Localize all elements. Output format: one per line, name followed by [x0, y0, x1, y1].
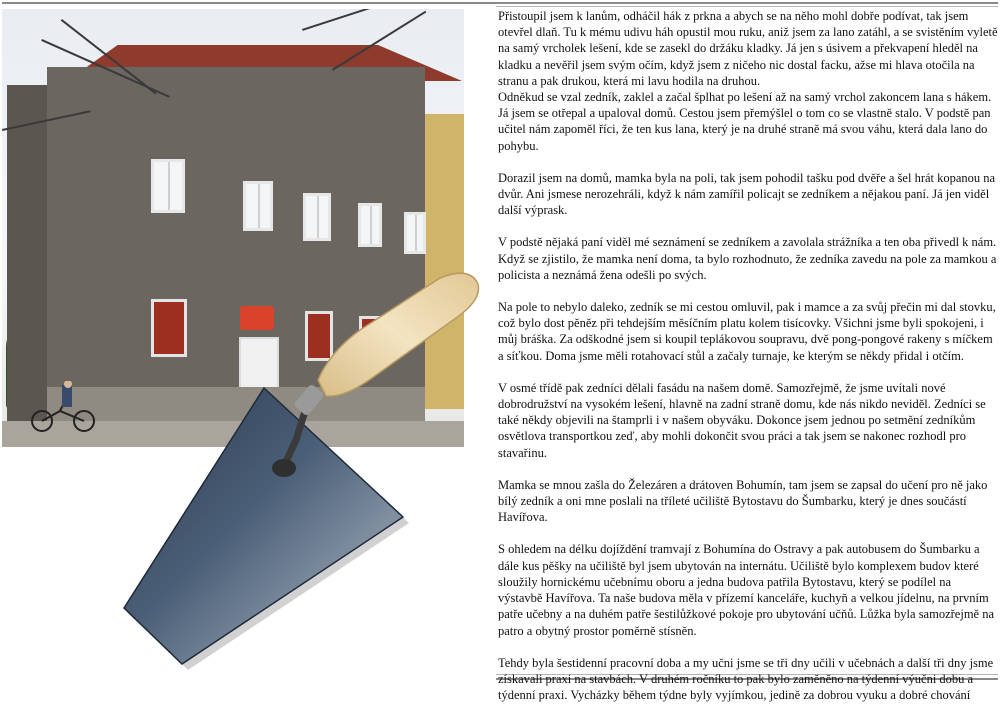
article-paragraph: V podstě nějaká paní viděl mé seznámení se zedníkem a zavolala strážníka a ten oba přivedl k nám. Když se zjistilo, že mamka není doma, ta bylo rozhodnuto, že zedníka zavedu na pole za mamkou a policista a neznámá žena odešli po svých.	[498, 235, 997, 282]
article-paragraph: Tehdy byla šestidenní pracovní doba a my učni jsme se tři dny učili v učebnách a další tři dny jsme získavali praxi na stavbách. V druhém ročníku to pak bylo zaměněno na týdenní výučni dobu a týdenní praxi. Vycházky během týdne byly vyjímkou, jedině za dobrou vyuku a dobré chování	[498, 655, 994, 703]
article-paragraph: V osmé třídě pak zedníci dělali fasádu na našem domě. Samozřejmě, že jsme uvítali nové dobrodružství na vysokém lešení, hlavně na zadní straně domu, kde nás nikdo neviděl. Zedníci se také někdy objevili na štamprli i v našem obyváku. Dokonce jsem jednou po setmění zedníkům osvětlova transportkou zeď, aby mohli dokončit svou práci a tak jsem se nakonec rozhodl pro stavařinu.	[498, 380, 986, 460]
article-paragraph: S ohledem na délku dojíždění tramvají z Bohumína do Ostravy a pak autobusem do Šumbarku a dále kus pěšky na učiliště byl jsem ubytován na internátu. Učiliště bylo komplexem budov které sloužily hornickému učebnímu oboru a jedna budova patřila Bytostavu, který se podílel na výstavbě Havířova. Ta naše budova měla v přízemí kanceláře, kuchyň a velkou jídelnu, na prvním patře učebny a na duhém patře šestilůžkové pokoje pro ubytování učňů. Lůžka byla samozřejmě na patro a obytný prostor poměrně stísněn.	[498, 542, 995, 638]
article-paragraph: Na pole to nebylo daleko, zedník se mi cestou omluvil, pak i mamce a za svůj přečin mi dal stovku, což bylo dost pěněz při tehdejším měsíčním platu kolem tisícovky. Všichni jsme byli spokojeni, i můj bráška. Za odškodné jsem si koupil teplákovou soupravu, dvě pong-pongové rakeny s míčkem a síťkou. Doma jsme měli rotahovací stůl a začaly turnaje, ke kterým se někdy přidal i otčím.	[498, 300, 996, 363]
trowel-illustration	[0, 0, 495, 684]
trowel-handle	[318, 273, 479, 396]
trowel-blade	[124, 388, 403, 664]
article-body	[498, 8, 998, 719]
article-paragraph: Mamka se mnou zašla do Železáren a drátoven Bohumín, tam jsem se zapsal do učení pro ně jako bílý zedník a oni mne poslali na tříleté učiliště Bytostavu do Šumbarku, který je dnes součástí Havířova.	[498, 477, 988, 525]
illustration	[0, 0, 495, 684]
top-rule-thin	[496, 6, 998, 7]
article-paragraph: Dorazil jsem na domů, mamka byla na poli, tak jsem pohodil tašku pod dvěře a šel hrát kopanou na dvůr. Ani jsmese nerozehráli, když k nám zamířil policajt se zedníkem a nějakou paní. Já jen viděl další výprask.	[498, 170, 996, 218]
article-paragraph: Přistoupil jsem k lanům, odháčil hák z prkna a abych se na něho mohl dobře podívat, tak jsem otevřel dlaň. Tu k mému udivu háh opustil mou ruku, aniž jsem za lano zatáhl, a se svistěním vyletě na samý vrcholek lešení, kde se zasekl do držáku kladky. Já jen s úsivem a překvapení hleděl na kladku a nevěřil jsem svým očím, když jsem z ničeho nic dostal facku, ažse mi hlava otočila na stranu a pak drukou, která mi lavu hodila na druhou. Odněkud se vzal zedník, zaklel a začal šplhat po lešení až na samý vrchol zakoncem lana s hákem. Já jsem se otřepal a upaloval domů. Cestou jsem přemýšlel o tom co se vlastně stalo. V podstě pan učitel nám zapoměl říci, že ten kus lana, který je na druhé straně má svou váhu, která dala lano do pohybu.	[498, 9, 998, 153]
